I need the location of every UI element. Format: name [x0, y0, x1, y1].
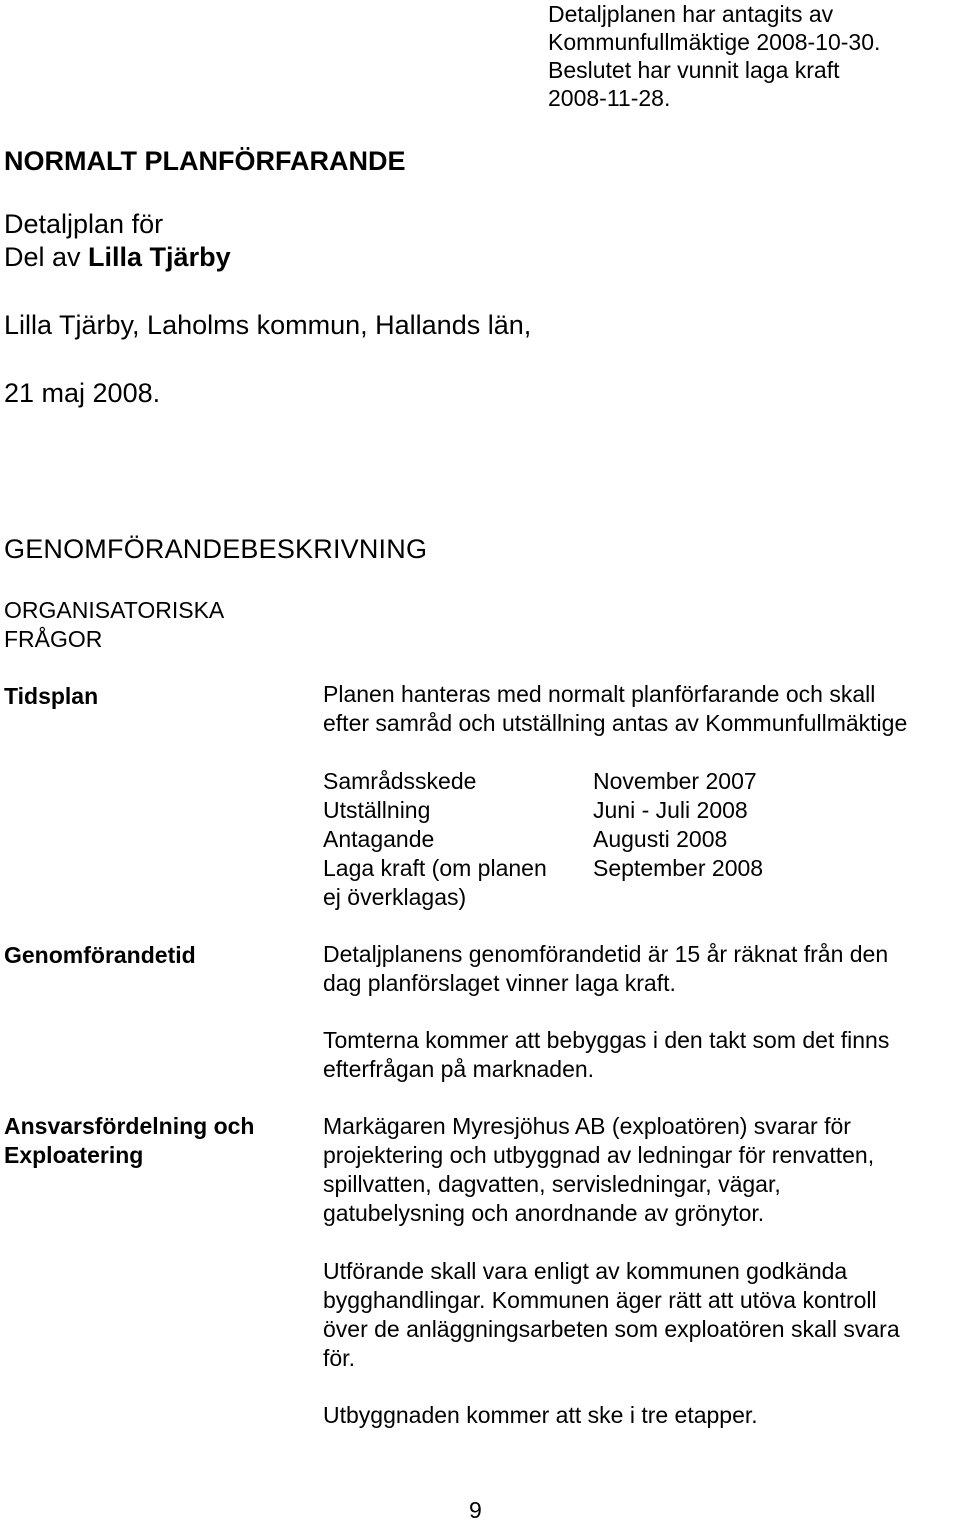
schedule-phase: Samrådsskede: [323, 768, 477, 794]
stamp-line: Beslutet har vunnit laga kraft: [548, 57, 840, 83]
schedule-phase: Antagande: [323, 826, 435, 852]
genomforandetid-text-line1: Detaljplanens genomförandetid är 15 år räknat från den: [323, 941, 889, 967]
procedure-heading: NORMALT PLANFÖRFARANDE: [4, 146, 406, 176]
ansvar-p2-line: bygghandlingar. Kommunen äger rätt att utöva kontroll: [323, 1287, 877, 1313]
tidsplan-intro-line2: efter samråd och utställning antas av Kommunfullmäktige: [323, 710, 908, 736]
ansvar-p1-line: gatubelysning och anordnande av grönytor.: [323, 1200, 765, 1226]
section-heading-line2: FRÅGOR: [4, 626, 103, 652]
ansvar-p3: Utbyggnaden kommer att ske i tre etapper.: [323, 1402, 758, 1428]
ansvar-p2-line: Utförande skall vara enligt av kommunen godkända: [323, 1258, 848, 1284]
plan-title-prefix: Del av: [4, 242, 89, 272]
plan-area-name: Lilla Tjärby: [88, 242, 231, 272]
section-heading-line1: ORGANISATORISKA: [4, 597, 225, 623]
plan-title-line2: [4, 242, 231, 273]
ansvar-p2-line: för.: [323, 1345, 355, 1371]
page-number: 9: [469, 1497, 482, 1523]
genomforandetid-text2-line2: efterfrågan på marknaden.: [323, 1056, 595, 1082]
stamp-line: Detaljplanen har antagits av: [548, 1, 834, 27]
schedule-date: Juni - Juli 2008: [593, 797, 748, 823]
schedule-date: November 2007: [593, 768, 757, 794]
ansvar-label-line1: Ansvarsfördelning och: [4, 1113, 255, 1139]
ansvar-label-line2: Exploatering: [4, 1142, 144, 1168]
ansvar-p2-line: över de anläggningsarbeten som exploatören skall svara: [323, 1316, 900, 1342]
plan-title-line1: Detaljplan för: [4, 209, 164, 239]
plan-location: Lilla Tjärby, Laholms kommun, Hallands län,: [4, 310, 532, 340]
document-title: GENOMFÖRANDEBESKRIVNING: [4, 534, 428, 564]
schedule-date: Augusti 2008: [593, 826, 728, 852]
plan-date: 21 maj 2008.: [4, 378, 161, 408]
ansvar-p1-line: spillvatten, dagvatten, servisledningar, vägar,: [323, 1171, 781, 1197]
ansvar-p1-line: Markägaren Myresjöhus AB (exploatören) svarar för: [323, 1113, 851, 1139]
ansvar-p1-line: projektering och utbyggnad av ledningar för renvatten,: [323, 1142, 875, 1168]
tidsplan-intro-line1: Planen hanteras med normalt planförfarande och skall: [323, 681, 876, 707]
schedule-phase: Laga kraft (om planen: [323, 855, 547, 881]
tidsplan-label: Tidsplan: [4, 683, 99, 709]
stamp-line: Kommunfullmäktige 2008-10-30.: [548, 29, 881, 55]
schedule-phase: Utställning: [323, 797, 431, 823]
schedule-date: September 2008: [593, 855, 764, 881]
schedule-note: ej överklagas): [323, 884, 467, 910]
genomforandetid-text-line2: dag planförslaget vinner laga kraft.: [323, 970, 676, 996]
genomforandetid-label: Genomförandetid: [4, 942, 196, 968]
genomforandetid-text2-line1: Tomterna kommer att bebyggas i den takt som det finns: [323, 1027, 890, 1053]
stamp-line: 2008-11-28.: [548, 85, 671, 111]
adoption-stamp: [548, 0, 880, 112]
